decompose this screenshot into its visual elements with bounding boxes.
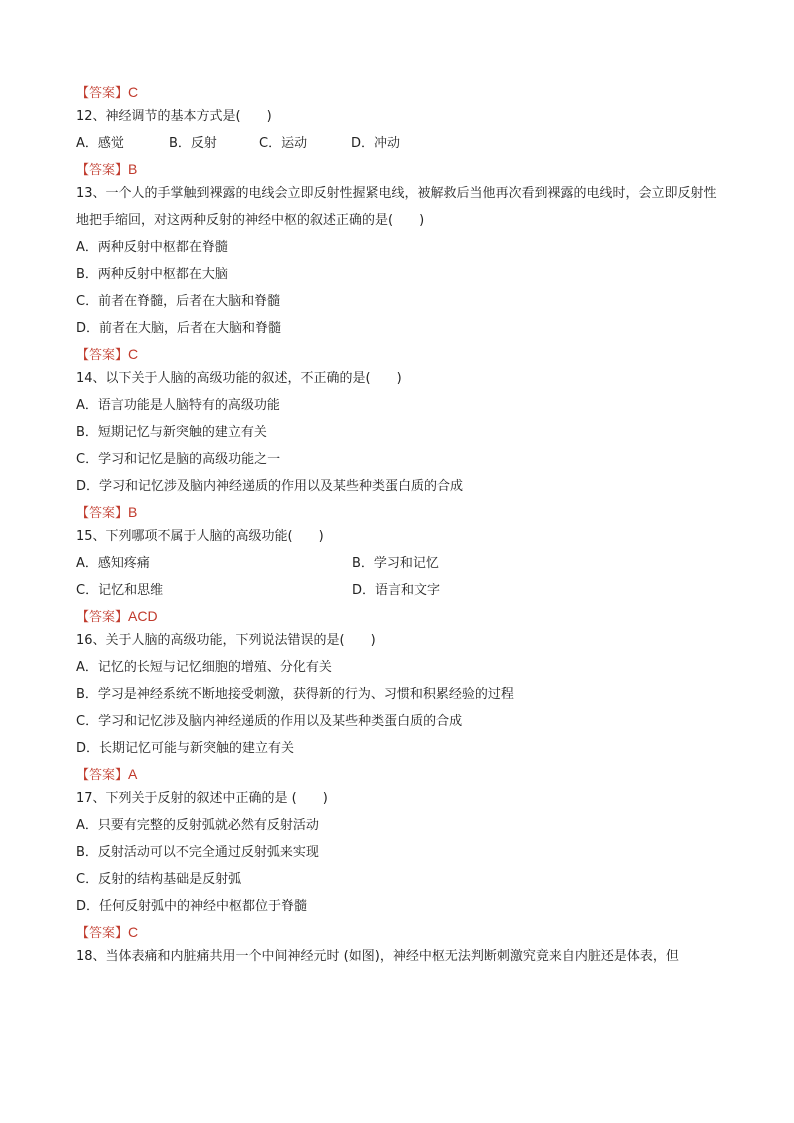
question-18 (76, 943, 726, 970)
question-stem: 、以下关于人脑的高级功能的叙述，不正确的是( ) (92, 371, 402, 386)
question-number: 12 (76, 109, 93, 124)
option-c: C．学习和记忆是脑的高级功能之一 (76, 452, 281, 467)
option-c: C．学习和记忆涉及脑内神经递质的作用以及某些种类蛋白质的合成 (76, 714, 463, 729)
option-b: B．学习和记忆 (352, 556, 439, 571)
option-c: C．反射的结构基础是反射弧 (76, 872, 242, 887)
answer-tag: 【答案】 (76, 926, 129, 941)
answer-tag: 【答案】 (76, 348, 129, 363)
question-number: 16 (76, 633, 93, 648)
answer-value: C (128, 924, 139, 940)
question-stem: 、关于人脑的高级功能，下列说法错误的是( ) (92, 633, 376, 648)
option-c: C．记忆和思维 (76, 583, 164, 598)
option-d: D．学习和记忆涉及脑内神经递质的作用以及某些种类蛋白质的合成 (76, 479, 464, 494)
question-16 (76, 627, 726, 654)
answer-tag: 【答案】 (76, 506, 129, 521)
answer-line (76, 606, 726, 627)
answer-line (76, 82, 726, 103)
answer-tag: 【答案】 (76, 610, 129, 625)
answer-line (76, 764, 726, 785)
option-d: D．语言和文字 (352, 583, 441, 598)
answer-line (76, 922, 726, 943)
question-number: 15 (76, 529, 93, 544)
options-row (76, 130, 726, 157)
option-a: A．只要有完整的反射弧就必然有反射活动 (76, 818, 319, 833)
question-13 (76, 180, 726, 234)
options-row (76, 550, 726, 577)
option-b: B．反射 (169, 136, 217, 151)
answer-tag: 【答案】 (76, 768, 129, 783)
option-c: C．运动 (259, 136, 308, 151)
answer-tag: 【答案】 (76, 86, 129, 101)
answer-line (76, 502, 726, 523)
question-stem: 、一个人的手掌触到裸露的电线会立即反射性握紧电线，被解救后当他再次看到裸露的电线时，会立即反射性地把手缩回，对这两种反射的神经中枢的叙述正确的是( ) (76, 186, 717, 228)
answer-value: C (128, 346, 139, 362)
answer-value: B (128, 504, 138, 520)
option-a: A．感觉 (76, 136, 124, 151)
answer-line (76, 159, 726, 180)
question-stem: 、神经调节的基本方式是( ) (92, 109, 272, 124)
option-d: D．任何反射弧中的神经中枢都位于脊髓 (76, 899, 308, 914)
answer-value: ACD (128, 608, 158, 624)
answer-value: C (128, 84, 139, 100)
question-stem: 、下列哪项不属于人脑的高级功能( ) (92, 529, 324, 544)
answer-tag: 【答案】 (76, 163, 129, 178)
question-12 (76, 103, 726, 130)
answer-line (76, 344, 726, 365)
question-stem: 、当体表痛和内脏痛共用一个中间神经元时 (如图)，神经中枢无法判断刺激究竟来自内脏还是体表，但 (92, 949, 679, 964)
question-15 (76, 523, 726, 550)
options-row (76, 577, 726, 604)
option-a: A．语言功能是人脑特有的高级功能 (76, 398, 280, 413)
answer-value: B (128, 161, 138, 177)
question-number: 13 (76, 186, 93, 201)
option-d: D．冲动 (351, 136, 401, 151)
option-d: D．前者在大脑，后者在大脑和脊髓 (76, 321, 282, 336)
option-b: B．反射活动可以不完全通过反射弧来实现 (76, 845, 319, 860)
option-d: D．长期记忆可能与新突触的建立有关 (76, 741, 295, 756)
option-c: C．前者在脊髓，后者在大脑和脊髓 (76, 294, 281, 309)
option-b: B．短期记忆与新突触的建立有关 (76, 425, 267, 440)
question-14 (76, 365, 726, 392)
question-stem: 、下列关于反射的叙述中正确的是 ( ) (92, 791, 328, 806)
option-b: B．学习是神经系统不断地接受刺激，获得新的行为、习惯和积累经验的过程 (76, 687, 514, 702)
option-a: A．记忆的长短与记忆细胞的增殖、分化有关 (76, 660, 332, 675)
document-page (76, 80, 726, 970)
question-number: 17 (76, 791, 93, 806)
option-a: A．感知疼痛 (76, 556, 150, 571)
question-number: 14 (76, 371, 93, 386)
option-b: B．两种反射中枢都在大脑 (76, 267, 228, 282)
question-17 (76, 785, 726, 812)
answer-value: A (128, 766, 138, 782)
option-a: A．两种反射中枢都在脊髓 (76, 240, 228, 255)
question-number: 18 (76, 949, 93, 964)
